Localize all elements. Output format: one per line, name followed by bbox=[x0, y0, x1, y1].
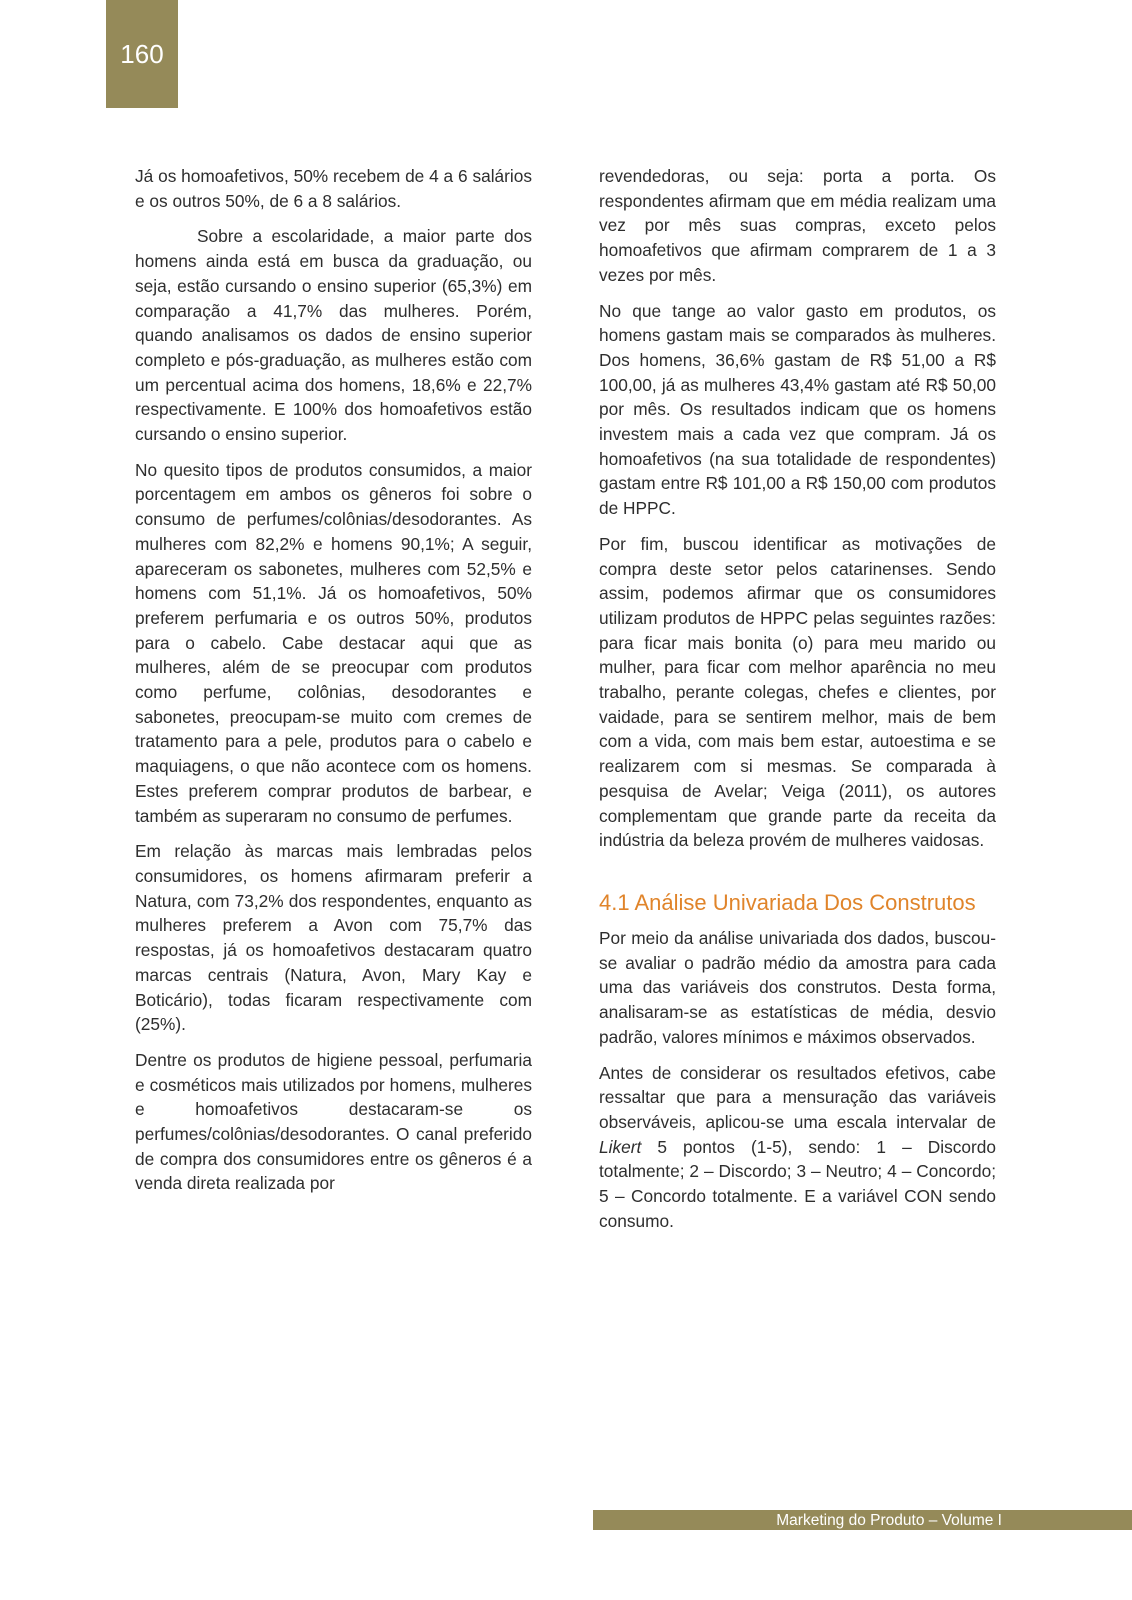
page-number: 160 bbox=[120, 38, 164, 69]
paragraph-text: 5 pontos (1-5), sendo: 1 – Discordo totalmente; 2 – Discordo; 3 – Neutro; 4 – Concordo; 5 – Concordo totalmente. E a variável CON sendo consumo. bbox=[599, 1136, 996, 1231]
right-column bbox=[599, 164, 996, 1244]
paragraph: Em relação às marcas mais lembradas pelos consumidores, os homens afirmaram preferir a Natura, com 73,2% dos respondentes, enquanto as mulheres preferem a Avon com 75,7% das respostas, já os homoafetivos destacaram quatro marcas centrais (Natura, Avon, Mary Kay e Boticário), todas ficaram respectivamente com (25%). bbox=[135, 841, 532, 1035]
paragraph: No que tange ao valor gasto em produtos, os homens gastam mais se comparados às mulheres. Dos homens, 36,6% gastam de R$ 51,00 a R$ 100,00, já as mulheres 43,4% gastam até R$ 50,00 por mês. Os resultados indicam que os homens investem mais a cada vez que compram. Já os homoafetivos (na sua totalidade de respondentes) gastam entre R$ 101,00 a R$ 150,00 com produtos de HPPC. bbox=[599, 300, 996, 519]
paragraph: Por fim, buscou identificar as motivações de compra deste setor pelos catarinenses. Sendo assim, podemos afirmar que os consumidores utilizam produtos de HPPC pelas seguintes razões: para ficar mais bonita (o) para meu marido ou mulher, para ficar com melhor aparência no meu trabalho, perante colegas, chefes e clientes, por vaidade, para se sentirem melhor, mais de bem com a vida, com mais bem estar, autoestima e se realizarem com si mesmas. Se comparada à pesquisa de Avelar; Veiga (2011), os autores complementam que grande parte da receita da indústria da beleza provém de mulheres vaidosas. bbox=[599, 533, 996, 851]
paragraph: revendedoras, ou seja: porta a porta. Os respondentes afirmam que em média realizam uma vez por mês suas compras, exceto pelos homoafetivos que afirmam comprarem de 1 a 3 vezes por mês. bbox=[599, 166, 996, 285]
left-column bbox=[135, 164, 532, 1207]
paragraph: Dentre os produtos de higiene pessoal, perfumaria e cosméticos mais utilizados por homens, mulheres e homoafetivos destacaram-se os perfumes/colônias/desodorantes. O canal preferido de compra dos consumidores entre os gêneros é a venda direta realizada por bbox=[135, 1049, 532, 1194]
footer-bar bbox=[593, 1510, 1132, 1530]
paragraph: No quesito tipos de produtos consumidos, a maior porcentagem em ambos os gêneros foi sobre o consumo de perfumes/colônias/desodorantes. As mulheres com 82,2% e homens 90,1%; A seguir, apareceram os sabonetes, mulheres com 52,5% e homens com 51,1%. Já os homoafetivos, 50% preferem perfumaria e os outros 50%, produtos para o cabelo. Cabe destacar aqui que as mulheres, além de se preocupar com produtos como perfume, colônias, desodorantes e sabonetes, preocupam-se muito com cremes de tratamento para a pele, produtos para o cabelo e maquiagens, o que não acontece com os homens. Estes preferem comprar produtos de barbear, e também as superaram no consumo de perfumes. bbox=[135, 459, 532, 826]
paragraph-likert bbox=[599, 1061, 996, 1234]
paragraph: Sobre a escolaridade, a maior parte dos homens ainda está em busca da graduação, ou seja, estão cursando o ensino superior (65,3%) em comparação a 41,7% das mulheres. Porém, quando analisamos os dados de ensino superior completo e pós-graduação, as mulheres estão com um percentual acima dos homens, 18,6% e 22,7% respectivamente. E 100% dos homoafetivos estão cursando o ensino superior. bbox=[135, 226, 532, 445]
paragraph-text: Antes de considerar os resultados efetivos, cabe ressaltar que para a mensuração das variáveis observáveis, aplicou-se uma escala intervalar de bbox=[599, 1062, 996, 1132]
footer-title: Marketing do Produto – Volume I bbox=[776, 1512, 1002, 1529]
paragraph: Por meio da análise univariada dos dados, buscou-se avaliar o padrão médio da amostra para cada uma das variáveis dos construtos. Desta forma, analisaram-se as estatísticas de média, desvio padrão, valores mínimos e máximos observados. bbox=[599, 927, 996, 1047]
section-heading: 4.1 Análise Univariada Dos Construtos bbox=[599, 889, 976, 915]
paragraph: Já os homoafetivos, 50% recebem de 4 a 6 salários e os outros 50%, de 6 a 8 salários. bbox=[135, 166, 532, 211]
page-number-tab bbox=[106, 0, 178, 108]
likert-term: Likert bbox=[599, 1136, 642, 1157]
